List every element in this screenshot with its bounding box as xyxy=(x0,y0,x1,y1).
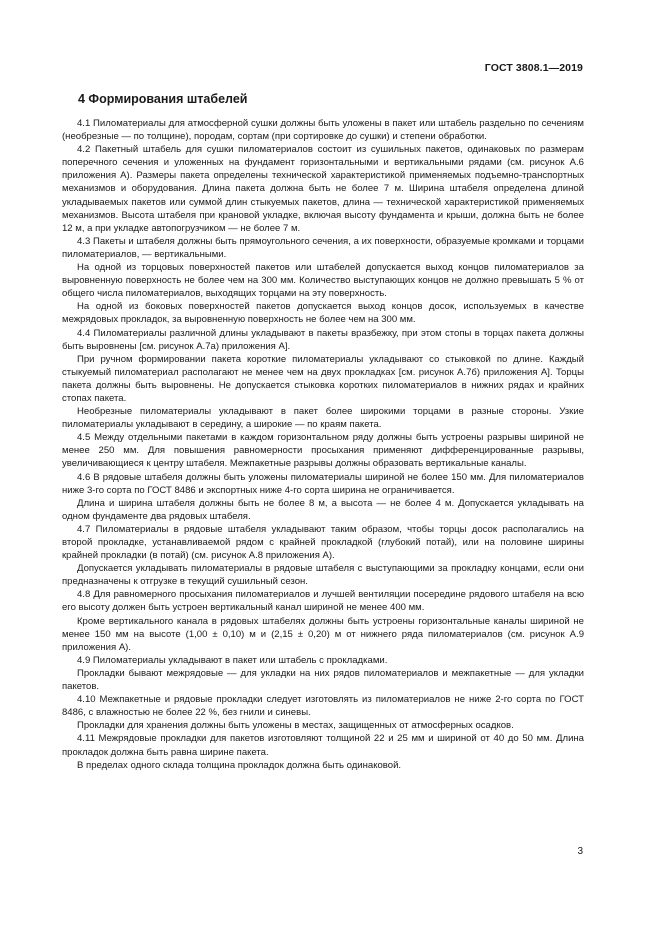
paragraph: Необрезные пиломатериалы укладывают в пакет более широкими торцами в разные стороны. Узкие пиломатериалы укладывают в середину, а широкие — по краям пакета. xyxy=(62,406,584,431)
page-number: 3 xyxy=(577,846,583,857)
paragraph: Прокладки бывают межрядовые — для укладки на них рядов пиломатериалов и межпакетные — для укладки пакетов. xyxy=(62,667,584,693)
standard-code: ГОСТ 3808.1—2019 xyxy=(484,62,583,74)
paragraph: 4.7 Пиломатериалы в рядовые штабеля укладывают таким образом, чтобы торцы досок располагались на второй прокладке, устанавливаемой рядом с крайней прокладкой (глубокий потай), или на половине ширины крайней прокладки (в потай) (см. рисунок А.8 приложения А). xyxy=(62,523,584,562)
paragraph: На одной из боковых поверхностей пакетов допускается выход концов досок, используемых в качестве межрядовых прокладок, за выровненную поверхность не более чем на 300 мм. xyxy=(62,301,584,326)
paragraph: Прокладки для хранения должны быть уложены в местах, защищенных от атмосферных осадков. xyxy=(77,720,514,732)
paragraph: Допускается укладывать пиломатериалы в рядовые штабеля с выступающими за прокладку концами, если они предназначены к отгрузке в текущий сушильный сезон. xyxy=(62,563,584,588)
section-title: 4 Формирования штабелей xyxy=(78,92,248,106)
paragraph: 4.1 Пиломатериалы для атмосферной сушки должны быть уложены в пакет или штабель раздельно по сечениям (необрезные — по толщине), породам, сортам (при сортировке до сушки) и степени обработки. xyxy=(62,118,584,143)
paragraph: При ручном формировании пакета короткие пиломатериалы укладывают со стыковкой по длине. Каждый стыкуемый пиломатериал располагают не менее чем на двух прокладках [см. рисунок А.7б) приложения А]. Торцы пакета должны быть выровнены. Не допускается стыковка коротких пиломатериалов в нижних рядах и крайних стопах пакета. xyxy=(62,353,584,404)
paragraph: Кроме вертикального канала в рядовых штабелях должны быть устроены горизонтальные каналы шириной не менее 150 мм на высоте (1,00 ± 0,10) м и (2,15 ± 0,20) м от нижнего ряда пиломатериалов (см. рисунок А.9 приложения А). xyxy=(62,615,584,653)
paragraph: На одной из торцовых поверхностей пакетов или штабелей допускается выход концов пиломатериалов за выровненную поверхность не более чем на 300 мм. Количество выступающих концов не должно превышать 5 % от общего числа пиломатериалов, выходящих торцами на эту поверхность. xyxy=(62,262,584,300)
paragraph: 4.5 Между отдельными пакетами в каждом горизонтальном ряду должны быть устроены разрывы шириной не менее 250 мм. Для повышения равномерности просыхания применяют дифференцированные разрывы, увеличивающиеся к центру штабеля. Межпакетные разрывы должны образовать вертикальные каналы. xyxy=(62,432,584,470)
paragraph: 4.11 Межрядовые прокладки для пакетов изготовляют толщиной 22 и 25 мм и шириной от 40 до 50 мм. Длина прокладок должна быть равна ширине пакета. xyxy=(62,733,584,758)
paragraph: 4.4 Пиломатериалы различной длины укладывают в пакеты вразбежку, при этом стопы в торцах пакета должны быть выровнены [см. рисунок А.7а) приложения А]. xyxy=(62,327,584,352)
paragraph: 4.3 Пакеты и штабеля должны быть прямоугольного сечения, а их поверхности, образуемые кромками и торцами пиломатериалов, — вертикальными. xyxy=(62,235,584,260)
paragraph: 4.2 Пакетный штабель для сушки пиломатериалов состоит из сушильных пакетов, одинаковых по размерам поперечного сечения и уложенных на фундамент горизонтальными и вертикальными рядами (см. рисунок А.6 приложения А). Размеры пакета определены технической характеристикой применяемых подъемно-транспортных механизмов и оборудования. Длина пакета должна быть не более 7 м. Ширина штабеля определена длиной укладываемых пакетов или суммой длин стыкуемых пакетов, длина — технической характеристикой применяемых механизмов. Высота штабеля при крановой укладке, включая высоту фундамента и крыши, должна быть не более 12 м, а при укладке автопогрузчиком — не более 7 м. xyxy=(62,144,584,234)
paragraph: 4.10 Межпакетные и рядовые прокладки следует изготовлять из пиломатериалов не ниже 2-го сорта по ГОСТ 8486, с влажностью не более 22 %, без гнили и синевы. xyxy=(62,694,584,719)
section-body xyxy=(62,117,584,772)
paragraph: 4.9 Пиломатериалы укладывают в пакет или штабель с прокладками. xyxy=(77,654,388,666)
paragraph: 4.6 В рядовые штабеля должны быть уложены пиломатериалы шириной не более 150 мм. Для пиломатериалов ниже 3-го сорта по ГОСТ 8486 и экспортных ниже 4-го сорта ширина не ограничивается. xyxy=(62,471,584,496)
paragraph: Длина и ширина штабеля должны быть не более 8 м, а высота — не более 4 м. Допускается укладывать на одном фундаменте два рядовых штабеля. xyxy=(62,497,584,522)
paragraph: В пределах одного склада толщина прокладок должна быть одинаковой. xyxy=(77,759,402,771)
paragraph: 4.8 Для равномерного просыхания пиломатериалов и лучшей вентиляции посередине рядового штабеля на всю его высоту должен быть устроен вертикальный канал шириной не менее 400 мм. xyxy=(62,589,584,614)
